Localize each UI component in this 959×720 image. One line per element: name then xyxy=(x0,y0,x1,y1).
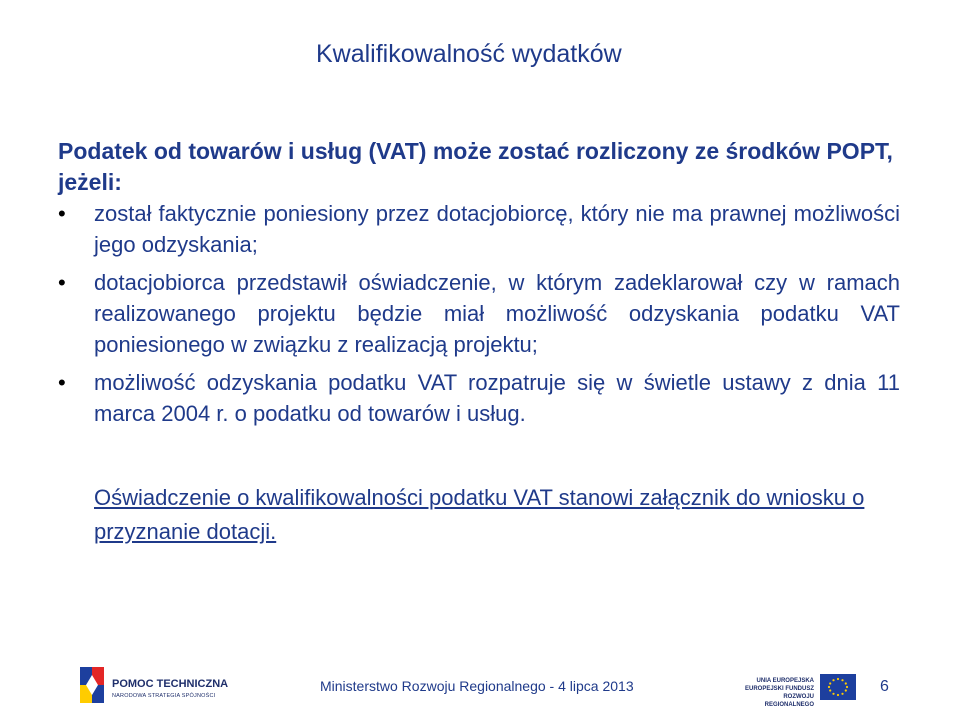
bullet-item xyxy=(58,198,900,260)
eu-line-2: EUROPEJSKI FUNDUSZ xyxy=(744,686,814,692)
eu-line-1: UNIA EUROPEJSKA xyxy=(756,678,814,684)
logo-title: POMOC TECHNICZNA xyxy=(112,678,229,690)
pomoc-techniczna-emblem-icon xyxy=(78,663,108,707)
bullet-list xyxy=(58,198,900,436)
eu-line-3: ROZWOJU REGIONALNEGO xyxy=(764,694,814,708)
bullet-text: dotacjobiorca przedstawił oświadczenie, w którym zadeklarował czy w ramach realizowanego projektu będzie miał możliwość odzyskania podatku VAT poniesionego w związku z realizacją projektu; xyxy=(94,270,900,357)
note-link[interactable]: Oświadczenie o kwalifikowalności podatku VAT stanowi załącznik do wniosku o przyznanie dotacji. xyxy=(94,485,865,544)
slide-title: Kwalifikowalność wydatków xyxy=(316,40,622,68)
bullet-icon: • xyxy=(58,370,66,395)
bullet-item xyxy=(58,367,900,429)
bullet-icon: • xyxy=(58,201,66,226)
footer-ministry: Ministerstwo Rozwoju Regionalnego - 4 lipca 2013 xyxy=(320,678,634,694)
pomoc-techniczna-logo xyxy=(78,663,248,707)
eu-flag-icon xyxy=(820,674,856,700)
logo-subtitle: NARODOWA STRATEGIA SPÓJNOŚCI xyxy=(112,693,216,699)
bullet-icon: • xyxy=(58,270,66,295)
eu-fund-label xyxy=(738,677,814,709)
bullet-text: możliwość odzyskania podatku VAT rozpatruje się w świetle ustawy z dnia 11 marca 2004 r. o podatku od towarów i usług. xyxy=(94,370,900,426)
bullet-text: został faktycznie poniesiony przez dotacjobiorcę, który nie ma prawnej możliwości jego odzyskania; xyxy=(94,201,900,257)
lead-paragraph: Podatek od towarów i usług (VAT) może zostać rozliczony ze środków POPT, jeżeli: xyxy=(58,138,893,195)
page-number: 6 xyxy=(880,678,889,695)
bullet-item xyxy=(58,267,900,360)
